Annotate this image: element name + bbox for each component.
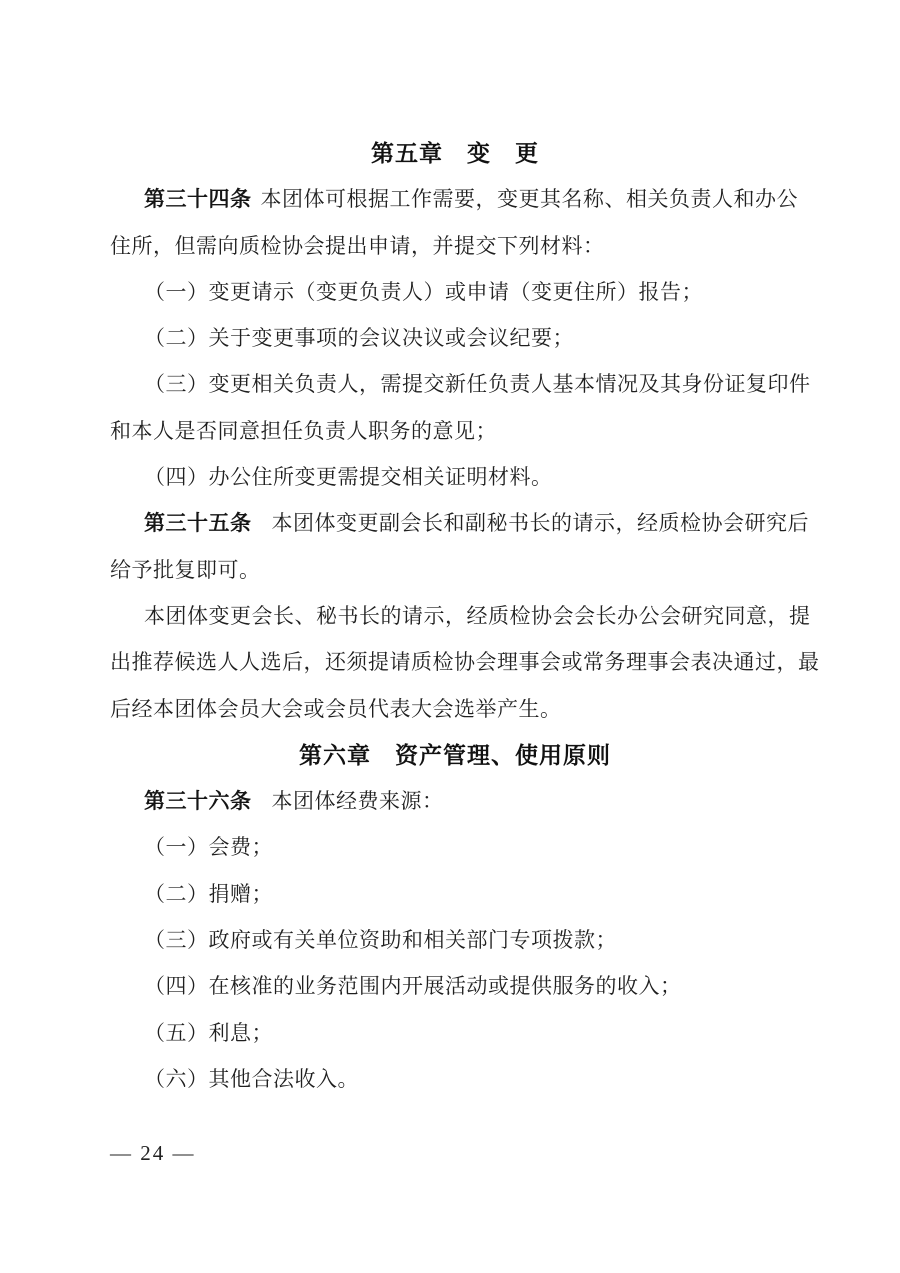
article34-item1: （一）变更请示（变更负责人）或申请（变更住所）报告； xyxy=(144,279,703,304)
article36-item6: （六）其他合法收入。 xyxy=(144,1066,359,1091)
page-number: — 24 — xyxy=(110,1141,196,1166)
article34-item3-line1: （三）变更相关负责人，需提交新任负责人基本情况及其身份证复印件 xyxy=(144,372,811,397)
article35-para2-line1: 本团体变更会长、秘书长的请示，经质检协会会长办公会研究同意，提 xyxy=(144,603,811,628)
article36-item5: （五）利息； xyxy=(144,1020,273,1045)
article35-para2-line3: 后经本团体会员大会或会员代表大会选举产生。 xyxy=(110,696,562,721)
article36-item4: （四）在核准的业务范围内开展活动或提供服务的收入； xyxy=(144,974,682,999)
article34-item2: （二）关于变更事项的会议决议或会议纪要； xyxy=(144,326,574,351)
article36-item1: （一）会费； xyxy=(144,835,273,860)
article35-text: 本团体变更副会长和副秘书长的请示，经质检协会研究后 xyxy=(271,511,809,536)
article36-item2: （二）捐赠； xyxy=(144,881,273,906)
article34-line1 xyxy=(110,176,800,222)
article36-line1 xyxy=(110,778,800,824)
article36-label: 第三十六条 xyxy=(144,789,252,814)
article36-intro: 本团体经费来源： xyxy=(271,789,444,814)
article34-item4: （四）办公住所变更需提交相关证明材料。 xyxy=(144,465,553,490)
article34-text: 本团体可根据工作需要，变更其名称、相关负责人和办公 xyxy=(260,187,798,212)
article36-item3: （三）政府或有关单位资助和相关部门专项拨款； xyxy=(144,928,617,953)
article34-item3-line2: 和本人是否同意担任负责人职务的意见； xyxy=(110,418,497,443)
chapter5-title: 第五章 变 更 xyxy=(371,140,539,166)
article35-para2-line2: 出推荐候选人人选后，还须提请质检协会理事会或常务理事会表决通过，最 xyxy=(110,650,820,675)
article35-label: 第三十五条 xyxy=(144,511,252,536)
article35-line1 xyxy=(110,500,809,546)
chapter6-title: 第六章 资产管理、使用原则 xyxy=(299,741,611,768)
article34-label: 第三十四条 xyxy=(144,187,252,212)
article35-line2: 给予批复即可。 xyxy=(110,557,261,582)
article34-line2: 住所，但需向质检协会提出申请，并提交下列材料： xyxy=(110,233,605,258)
